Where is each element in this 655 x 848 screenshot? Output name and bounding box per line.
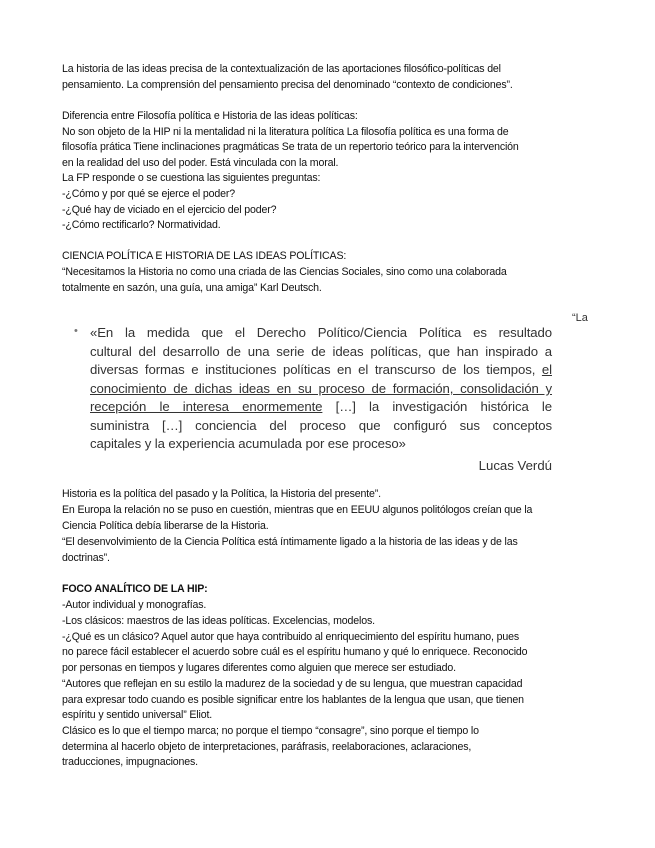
quote-line: diversas formas e instituciones políticas en el transcurso de los tiempos, el bbox=[90, 362, 552, 377]
quote-line: conocimiento de dichas ideas en su proceso de formación, consolidación y bbox=[90, 381, 552, 396]
text-line: filosofía prática Tiene inclinaciones pragmáticas Se trata de un repertorio teórico para la intervención bbox=[62, 141, 519, 153]
quote-line: cultural del desarrollo de una serie de ideas políticas, que han inspirado a bbox=[90, 344, 552, 359]
text-line: pensamiento. La comprensión del pensamiento precisa del denominado “contexto de condiciones”. bbox=[62, 79, 513, 91]
text-line: -¿Cómo rectificarlo? Normatividad. bbox=[62, 219, 221, 231]
text-line: -¿Qué es un clásico? Aquel autor que haya contribuido al enriquecimiento del espíritu humano, pues bbox=[62, 631, 520, 643]
quote-line: «En la medida que el Derecho Político/Ciencia Política es resultado bbox=[90, 325, 552, 340]
text-line: por personas en tiempos y lugares diferentes como alguien que merece ser estudiado. bbox=[62, 662, 456, 674]
text-line: para expresar todo cuando es posible significar entre los hablantes de la lengua que usan, que tienen bbox=[62, 694, 524, 706]
text-line: Historia es la política del pasado y la Política, la Historia del presente”. bbox=[62, 488, 381, 500]
quote-line: capitales y la experiencia acumulada por ese proceso» bbox=[90, 436, 406, 451]
text-line: La FP responde o se cuestiona las siguientes preguntas: bbox=[62, 172, 321, 184]
text-fragment: “La bbox=[572, 312, 588, 324]
text-line: No son objeto de la HIP ni la mentalidad ni la literatura política La filosofía política es una forma de bbox=[62, 126, 509, 138]
text-line: traducciones, impugnaciones. bbox=[62, 756, 198, 768]
text-line: En Europa la relación no se puso en cuestión, mientras que en EEUU algunos politólogos creían que la bbox=[62, 504, 533, 516]
section-heading: CIENCIA POLÍTICA E HISTORIA DE LAS IDEAS POLÍTICAS: bbox=[62, 250, 347, 262]
quote-author: Lucas Verdú bbox=[478, 458, 552, 473]
quote-line: recepción le interesa enormemente […] la investigación histórica le bbox=[90, 399, 552, 414]
text-line: espíritu y sentido universal” Eliot. bbox=[62, 709, 213, 721]
text-line: determina al hacerlo objeto de interpretaciones, paráfrasis, reelaboraciones, aclaraciones, bbox=[62, 741, 472, 753]
text-line: Clásico es lo que el tiempo marca; no porque el tiempo “consagre”, sino porque el tiempo lo bbox=[62, 725, 479, 737]
text-line: La historia de las ideas precisa de la contextualización de las aportaciones filosófico-políticas del bbox=[62, 63, 501, 75]
text-line: “El desenvolvimiento de la Ciencia Política está íntimamente ligado a la historia de las ideas y de las bbox=[62, 536, 518, 548]
text-line: -¿Qué hay de viciado en el ejercicio del poder? bbox=[62, 204, 277, 216]
section-heading: FOCO ANALÍTICO DE LA HIP: bbox=[62, 583, 208, 595]
text-line: no parece fácil establecer el acuerdo sobre cuál es el espíritu humano y qué lo enriquece. Reconocido bbox=[62, 646, 528, 658]
text-line: Ciencia Política debía liberarse de la Historia. bbox=[62, 520, 269, 532]
text-line: Diferencia entre Filosofía política e Historia de las ideas políticas: bbox=[62, 110, 358, 122]
text-line: en la realidad del uso del poder. Está vinculada con la moral. bbox=[62, 157, 339, 169]
text-line: -Los clásicos: maestros de las ideas políticas. Excelencias, modelos. bbox=[62, 615, 375, 627]
text-line: -Autor individual y monografías. bbox=[62, 599, 207, 611]
text-line: -¿Cómo y por qué se ejerce el poder? bbox=[62, 188, 236, 200]
quote-line: suministra […] conciencia del proceso que configuró sus conceptos bbox=[90, 418, 552, 433]
text-line: totalmente en sazón, una guía, una amiga” Karl Deutsch. bbox=[62, 282, 322, 294]
text-line: “Necesitamos la Historia no como una criada de las Ciencias Sociales, sino como una colaborada bbox=[62, 266, 507, 278]
bullet-icon: • bbox=[74, 325, 78, 337]
text-line: “Autores que reflejan en su estilo la madurez de la sociedad y de su lengua, que muestran capacidad bbox=[62, 678, 523, 690]
text-line: doctrinas”. bbox=[62, 552, 110, 564]
